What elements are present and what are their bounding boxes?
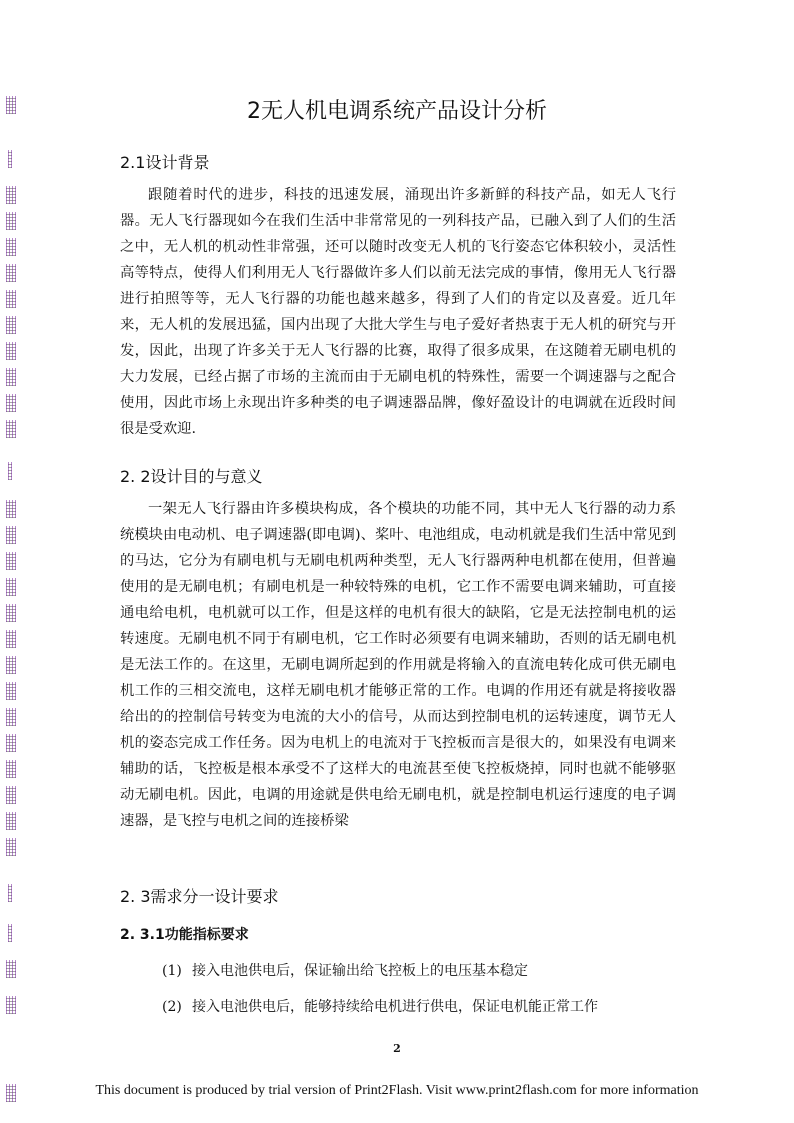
margin-mark: [6, 734, 16, 752]
chapter-title: 2无人机电调系统产品设计分析: [247, 99, 547, 124]
list-item-number: (2): [162, 999, 182, 1015]
list-item-text: 接入电池供电后，能够持续给电机进行供电，保证电机能正常工作: [192, 999, 598, 1015]
margin-mark: [8, 150, 12, 168]
subsection-heading-function: 2. 3.1功能指标要求: [120, 927, 249, 943]
margin-mark: [6, 996, 16, 1014]
margin-mark: [6, 500, 16, 518]
section-heading-background: 2.1设计背景: [120, 153, 210, 172]
margin-mark: [6, 552, 16, 570]
margin-mark: [8, 884, 12, 902]
margin-mark: [6, 316, 16, 334]
margin-mark: [6, 420, 16, 438]
section-paragraph-background: 跟随着时代的进步，科技的迅速发展，涌现出许多新鲜的科技产品，如无人飞行器。无人飞行器现如今在我们生活中非常常见的一列科技产品，已融入到了人们的生活之中，无人机的机动性非常强，还可以随时改变无人机的飞行姿态它体积较小，灵活性高等特点，使得人们利用无人飞行器做许多人们以前无法完成的事情，像用无人飞行器进行拍照等等，无人飞行器的功能也越来越多，得到了人们的肯定以及喜爱。近几年来，无人机的发展迅猛，国内出现了大批大学生与电子爱好者热衷于无人机的研究与开发，因此，出现了许多关于无人飞行器的比赛，取得了很多成果，在这随着无刷电机的大力发展，已经占据了市场的主流而由于无刷电机的特殊性，需要一个调速器与之配合使用，因此市场上永现出许多种类的电子调速器品牌，像好盈设计的电调就在近段时间很是受欢迎.: [120, 187, 676, 437]
margin-mark: [6, 526, 16, 544]
list-item-number: (1): [162, 963, 182, 979]
trial-watermark: This document is produced by trial version of Print2Flash. Visit www.print2flash.com for more information: [95, 1083, 699, 1098]
margin-mark: [6, 656, 16, 674]
margin-mark: [8, 924, 12, 942]
margin-mark: [6, 786, 16, 804]
margin-mark: [6, 394, 16, 412]
margin-mark: [6, 960, 16, 978]
margin-mark: [6, 708, 16, 726]
margin-mark: [6, 682, 16, 700]
margin-mark: [6, 264, 16, 282]
list-item-text: 接入电池供电后，保证输出给飞控板上的电压基本稳定: [192, 963, 528, 979]
margin-mark: [6, 186, 16, 204]
margin-mark: [6, 342, 16, 360]
section-paragraph-purpose: 一架无人飞行器由许多模块构成，各个模块的功能不同，其中无人飞行器的动力系统模块由电动机、电子调速器(即电调)、桨叶、电池组成，电动机就是我们生活中常见到的马达，它分为有刷电机与无刷电机两种类型，无人飞行器两种电机都在使用，但普遍使用的是无刷电机；有刷电机是一种较特殊的电机，它工作不需要电调来辅助，可直接通电给电机，电机就可以工作，但是这样的电机有很大的缺陷，它是无法控制电机的运转速度。无刷电机不同于有刷电机，它工作时必须要有电调来辅助，否则的话无刷电机是无法工作的。在这里，无刷电调所起到的作用就是将输入的直流电转化成可供无刷电机工作的三相交流电，这样无刷电机才能够正常的工作。电调的作用还有就是将接收器给出的的控制信号转变为电流的大小的信号，从而达到控制电机的运转速度，调节无人机的姿态完成工作任务。因为电机上的电流对于飞控板而言是很大的，如果没有电调来辅助的话，飞控板是根本承受不了这样大的电流甚至使飞控板烧掉，同时也就不能够驱动无刷电机。因此，电调的用途就是供电给无刷电机，就是控制电机运行速度的电子调速器，是飞控与电机之间的连接桥梁: [120, 501, 676, 829]
margin-mark: [6, 578, 16, 596]
section-heading-requirements: 2. 3需求分一设计要求: [120, 887, 279, 906]
margin-mark: [6, 212, 16, 230]
margin-mark: [6, 760, 16, 778]
margin-mark: [6, 290, 16, 308]
section-heading-purpose: 2. 2设计目的与意义: [120, 467, 263, 486]
margin-mark: [6, 630, 16, 648]
margin-mark: [6, 368, 16, 386]
scan-margin-artifacts: [0, 0, 20, 1123]
margin-mark: [6, 238, 16, 256]
margin-mark: [6, 604, 16, 622]
margin-mark: [8, 462, 12, 480]
page-number: 2: [393, 1042, 401, 1055]
margin-mark: [6, 838, 16, 856]
list-item: [162, 960, 528, 980]
list-item: [162, 996, 598, 1016]
margin-mark: [6, 812, 16, 830]
